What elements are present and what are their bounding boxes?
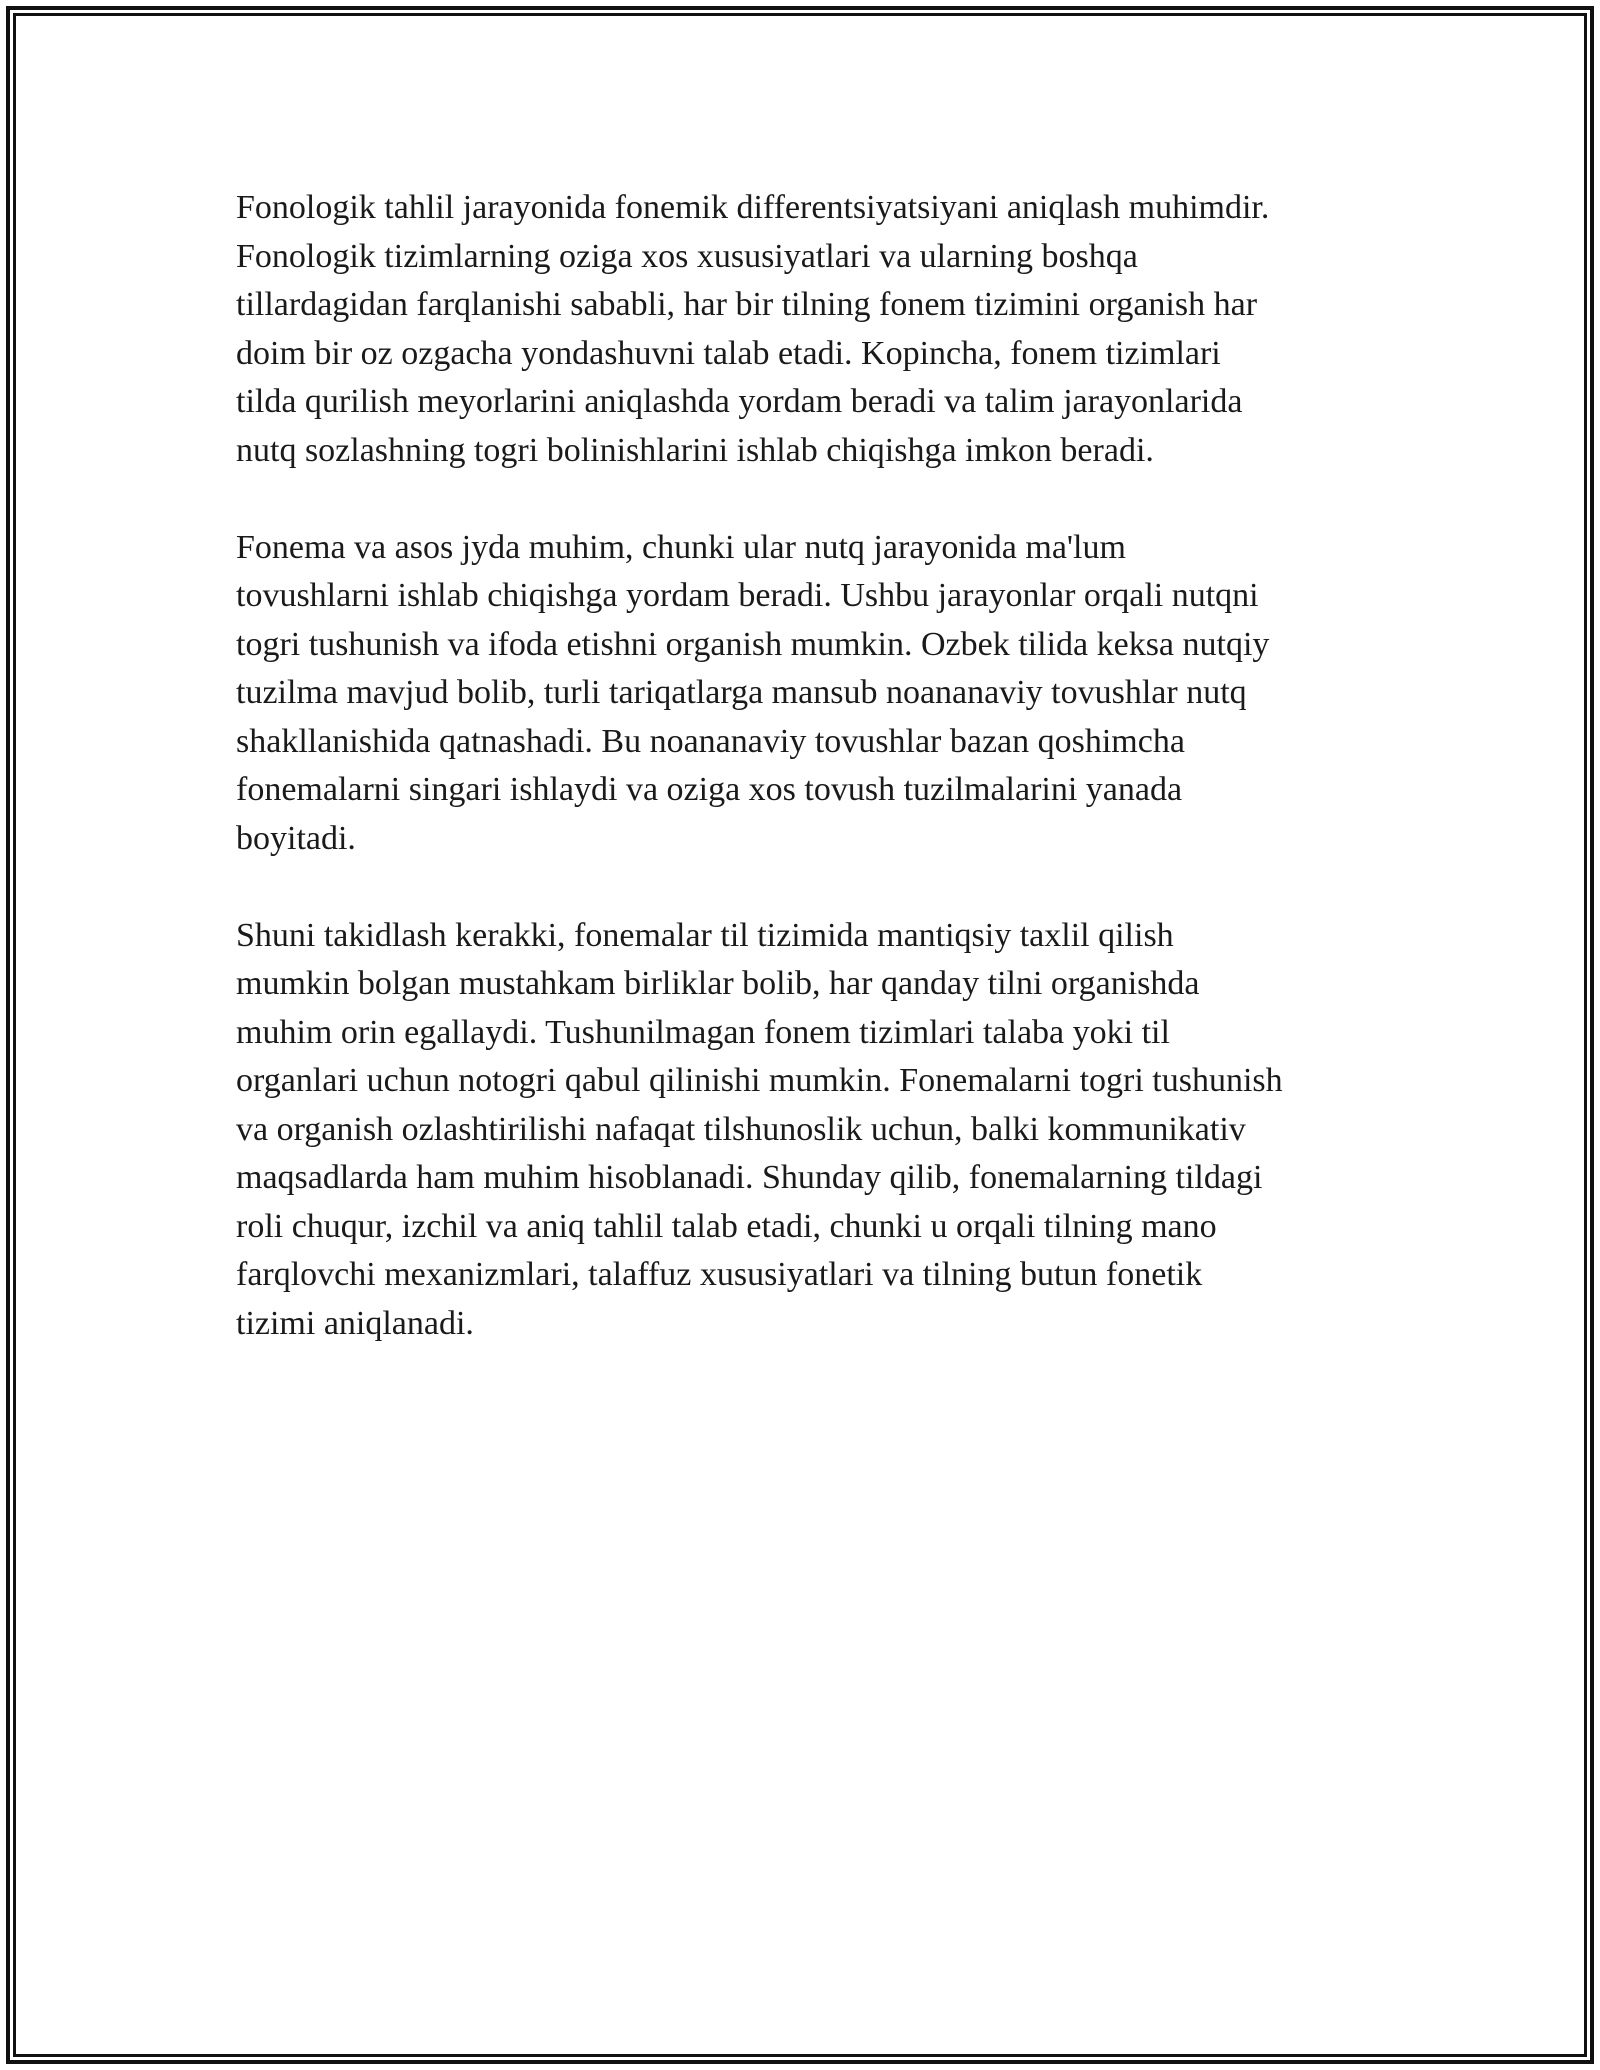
text-line: tilda qurilish meyorlarini aniqlashda yordam beradi va talim jarayonlarida [236,383,1243,420]
text-line: Fonologik tizimlarning oziga xos xususiyatlari va ularning boshqa [236,237,1138,275]
text-line: shakllanishida qatnashadi. Bu noananaviy tovushlar bazan qoshimcha [236,722,1185,760]
text-line: maqsadlarda ham muhim hisoblanadi. Shunday qilib, fonemalarning tildagi [236,1159,1263,1196]
text-line: togri tushunish va ifoda etishni organish mumkin. Ozbek tilida keksa nutqiy [236,625,1270,663]
text-line: Fonema va asos jyda muhim, chunki ular nutq jarayonida ma'lum [236,528,1126,566]
text-line: farqlovchi mexanizmlari, talaffuz xususiyatlari va tilning butun fonetik [236,1256,1203,1293]
paragraph-2 [236,524,1376,864]
text-line: doim bir oz ozgacha yondashuvni talab etadi. Kopincha, fonem tizimlari [236,334,1221,372]
paragraph-3 [236,912,1376,1349]
document-body [236,184,1376,1397]
text-line: nutq sozlashning togri bolinishlarini ishlab chiqishga imkon beradi. [236,431,1154,469]
text-line: fonemalarni singari ishlaydi va oziga xos tovush tuzilmalarini yanada [236,771,1183,808]
text-line: Fonologik tahlil jarayonida fonemik differentsiyatsiyani aniqlash muhimdir. [236,189,1270,226]
text-line: mumkin bolgan mustahkam birliklar bolib, har qanday tilni organishda [236,965,1200,1002]
text-line: tovushlarni ishlab chiqishga yordam beradi. Ushbu jarayonlar orqali nutqni [236,577,1259,614]
text-line: roli chuqur, izchil va aniq tahlil talab etadi, chunki u orqali tilning mano [236,1207,1217,1245]
text-line: tizimi aniqlanadi. [236,1304,474,1342]
paragraph-1 [236,184,1376,475]
text-line: tillardagidan farqlanishi sababli, har bir tilning fonem tizimini organish har [236,286,1258,323]
text-line: va organish ozlashtirilishi nafaqat tilshunoslik uchun, balki kommunikativ [236,1110,1246,1148]
text-line: boyitadi. [236,819,356,857]
text-line: Shuni takidlash kerakki, fonemalar til tizimida mantiqsiy taxlil qilish [236,916,1174,954]
text-line: muhim orin egallaydi. Tushunilmagan fonem tizimlari talaba yoki til [236,1013,1170,1051]
text-line: organlari uchun notogri qabul qilinishi mumkin. Fonemalarni togri tushunish [236,1062,1283,1099]
text-line: tuzilma mavjud bolib, turli tariqatlarga mansub noananaviy tovushlar nutq [236,674,1247,711]
